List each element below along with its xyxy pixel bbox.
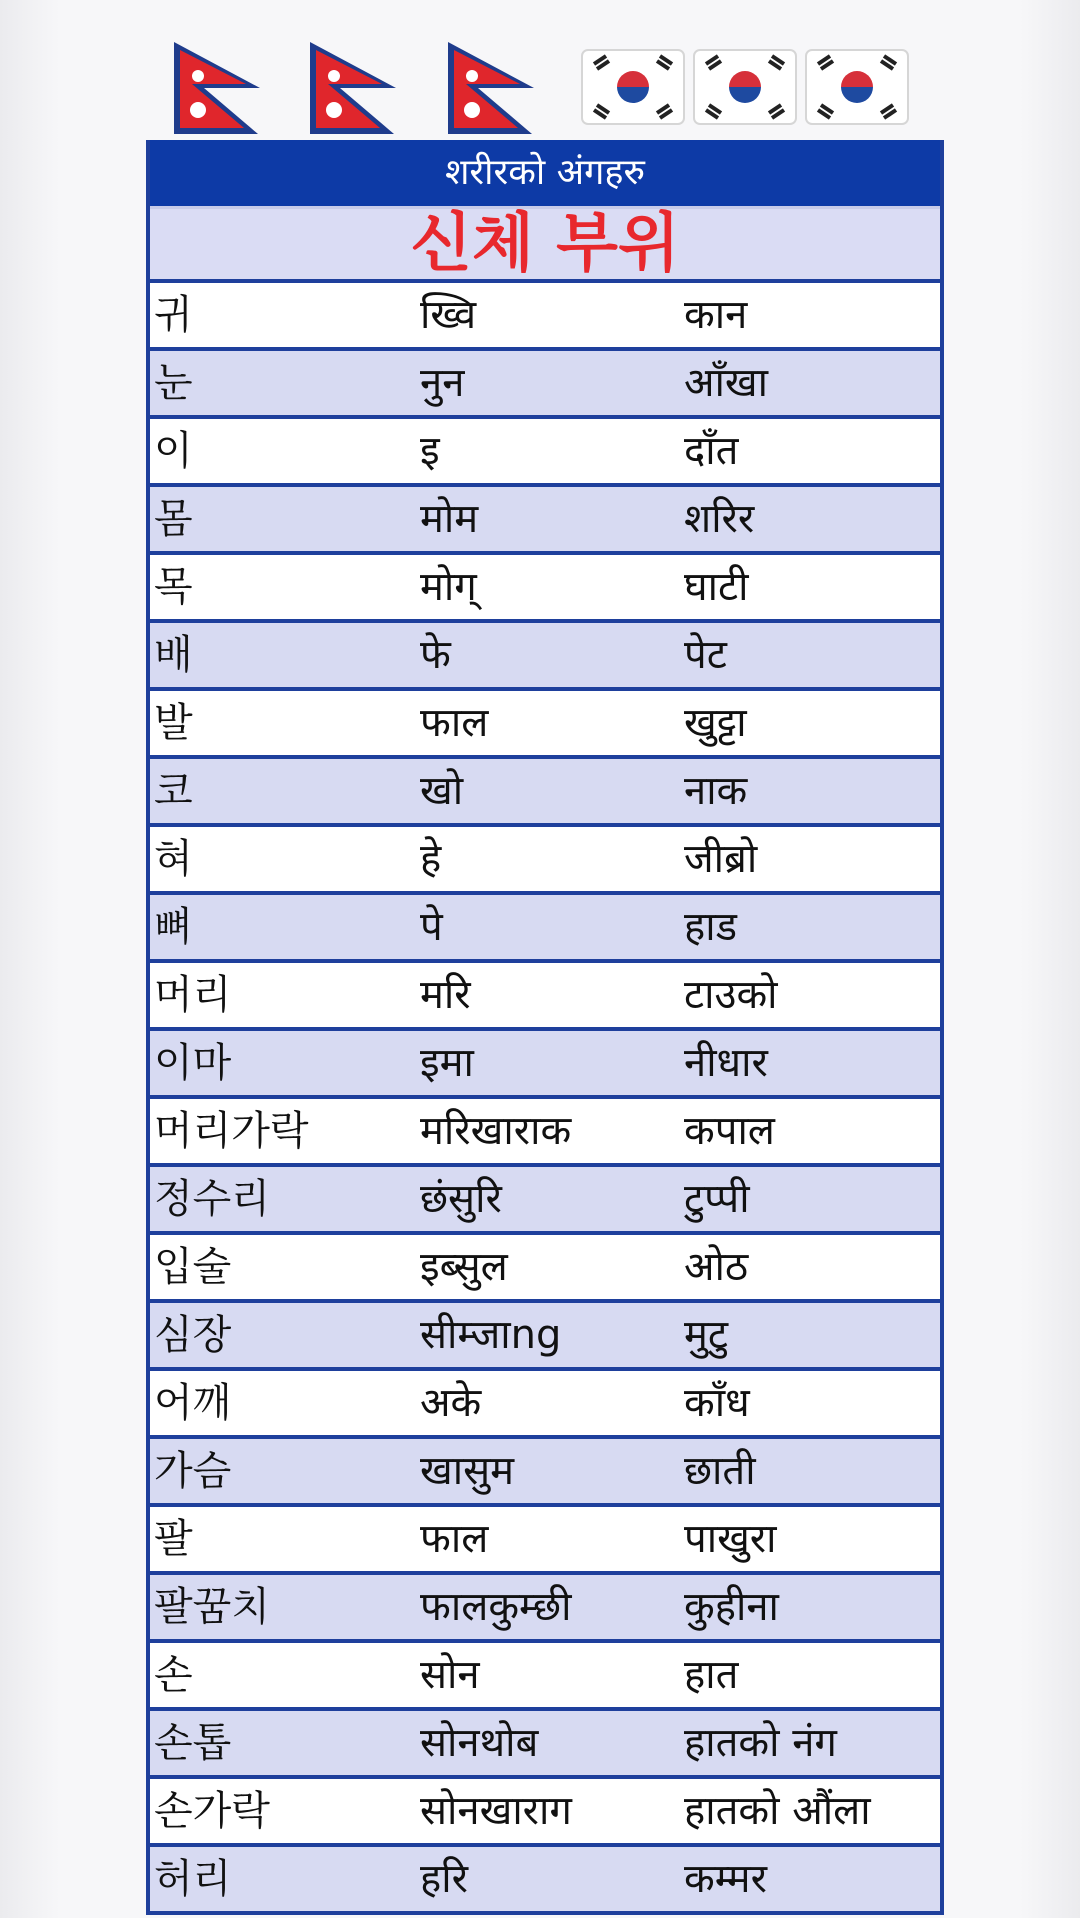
table-row: [150, 623, 940, 691]
korean-word: 귀: [154, 292, 193, 338]
flag-row: [160, 40, 920, 140]
table-body: [150, 279, 940, 1915]
nepali-meaning: हातको औंला: [684, 1788, 871, 1834]
table-row: [150, 827, 940, 895]
nepali-meaning: हात: [684, 1652, 739, 1698]
nepali-meaning: टाउको: [684, 972, 778, 1018]
table-row: [150, 1439, 940, 1507]
korean-word: 혀: [154, 836, 193, 882]
korean-word: 팔: [154, 1516, 193, 1562]
pronunciation: हरि: [420, 1856, 468, 1902]
nepali-meaning: जीब्रो: [684, 836, 758, 882]
nepali-meaning: नीधार: [684, 1040, 768, 1086]
korean-word: 이: [154, 428, 193, 474]
korean-word: 코: [154, 768, 193, 814]
pronunciation: मोम: [420, 496, 479, 542]
korean-word: 입술: [154, 1244, 232, 1290]
nepali-meaning: आँखा: [684, 360, 768, 406]
vocabulary-table: [146, 140, 944, 1915]
table-row: [150, 1779, 940, 1847]
pronunciation: ख्वि: [420, 292, 477, 338]
korean-word: 몸: [154, 496, 193, 542]
korean-word: 목: [154, 564, 193, 610]
nepali-meaning: कुहीना: [684, 1584, 779, 1630]
south-korea-flag-icon: [692, 48, 798, 126]
pronunciation: सोनथोब: [420, 1720, 539, 1766]
nepali-meaning: हाड: [684, 904, 737, 950]
korean-word: 손: [154, 1652, 193, 1698]
nepal-flag-icon: [442, 40, 542, 136]
korean-word: 심장: [154, 1312, 232, 1358]
nepali-meaning: पेट: [684, 632, 727, 678]
nepali-meaning: खुट्टा: [684, 700, 747, 746]
pronunciation: खो: [420, 768, 464, 814]
nepali-meaning: दाँत: [684, 428, 739, 474]
korean-word: 팔꿈치: [154, 1584, 270, 1630]
nepal-flag-icon: [304, 40, 404, 136]
pronunciation: हे: [420, 836, 442, 882]
nepali-meaning: टुप्पी: [684, 1176, 750, 1222]
pronunciation: सोनखाराग: [420, 1788, 572, 1834]
korean-title: 신체 부위: [150, 206, 940, 279]
table-row: [150, 895, 940, 963]
korean-word: 가슴: [154, 1448, 232, 1494]
south-korea-flag-icon: [804, 48, 910, 126]
nepali-title: शरीरको अंगहरु: [150, 140, 940, 206]
nepali-meaning: हातको नंग: [684, 1720, 837, 1766]
pronunciation: फे: [420, 632, 451, 678]
korean-word: 손톱: [154, 1720, 232, 1766]
table-row: [150, 759, 940, 827]
nepali-meaning: काँध: [684, 1380, 750, 1426]
pronunciation: फालकुम्छी: [420, 1584, 572, 1630]
korean-word: 머리: [154, 972, 232, 1018]
korean-word: 발: [154, 700, 193, 746]
pronunciation: मरि: [420, 972, 471, 1018]
pronunciation: इमा: [420, 1040, 474, 1086]
nepali-meaning: शरिर: [684, 496, 755, 542]
korean-word: 이마: [154, 1040, 232, 1086]
pronunciation: पे: [420, 904, 443, 950]
korean-word: 배: [154, 632, 193, 678]
pronunciation: इब्सुल: [420, 1244, 508, 1290]
table-row: [150, 1031, 940, 1099]
nepali-meaning: कपाल: [684, 1108, 775, 1154]
nepali-meaning: मुटु: [684, 1312, 729, 1358]
pronunciation: सोन: [420, 1652, 480, 1698]
korean-word: 허리: [154, 1856, 232, 1902]
table-row: [150, 963, 940, 1031]
table-row: [150, 1167, 940, 1235]
korean-word: 눈: [154, 360, 193, 406]
table-row: [150, 1303, 940, 1371]
nepali-meaning: पाखुरा: [684, 1516, 777, 1562]
table-row: [150, 1847, 940, 1915]
pronunciation: अके: [420, 1380, 482, 1426]
table-row: [150, 555, 940, 623]
nepali-meaning: नाक: [684, 768, 748, 814]
pronunciation: सीम्जाng: [420, 1312, 562, 1358]
table-row: [150, 1643, 940, 1711]
nepal-flag-icon: [168, 40, 268, 136]
table-row: [150, 351, 940, 419]
table-row: [150, 691, 940, 759]
table-row: [150, 1235, 940, 1303]
nepali-meaning: घाटी: [684, 564, 749, 610]
pronunciation: खासुम: [420, 1448, 515, 1494]
pronunciation: इ: [420, 428, 440, 474]
korean-word: 손가락: [154, 1788, 270, 1834]
table-row: [150, 487, 940, 555]
table-row: [150, 1371, 940, 1439]
pronunciation: छंसुरि: [420, 1176, 502, 1222]
nepali-meaning: कम्मर: [684, 1856, 767, 1902]
table-row: [150, 1711, 940, 1779]
nepali-meaning: कान: [684, 292, 748, 338]
south-korea-flag-icon: [580, 48, 686, 126]
pronunciation: मरिखाराक: [420, 1108, 572, 1154]
table-row: [150, 1575, 940, 1643]
table-row: [150, 1099, 940, 1167]
table-row: [150, 419, 940, 487]
table-row: [150, 283, 940, 351]
pronunciation: मोग्: [420, 564, 477, 610]
nepali-meaning: छाती: [684, 1448, 756, 1494]
korean-word: 머리가락: [154, 1108, 309, 1154]
nepali-meaning: ओठ: [684, 1244, 749, 1290]
pronunciation: नुन: [420, 360, 465, 406]
pronunciation: फाल: [420, 700, 489, 746]
korean-word: 어깨: [154, 1380, 232, 1426]
korean-word: 정수리: [154, 1176, 270, 1222]
pronunciation: फाल: [420, 1516, 489, 1562]
korean-word: 뼈: [154, 904, 193, 950]
table-row: [150, 1507, 940, 1575]
